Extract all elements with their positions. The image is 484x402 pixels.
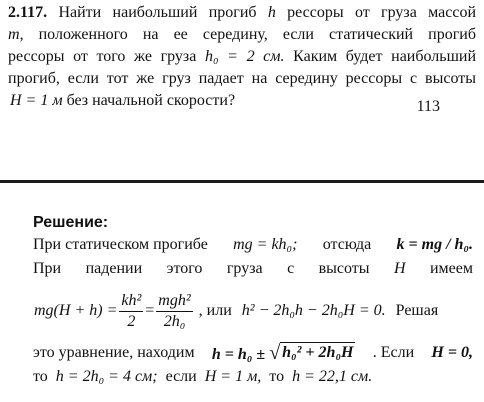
problem-number: 2.117. [8, 4, 48, 21]
problem-line-4: прогиб, если тот же груз падает на середину рессоры с высоты [8, 70, 476, 87]
fraction-1: $\frac{\text{kh²}}{2}$ [121, 291, 142, 330]
problem-line-3: рессоры от того же груза h₀ = 2 см. Каким будет наибольший [8, 48, 477, 65]
solution-line-2: При падении этого груза с высоты H имеем [33, 260, 473, 277]
root-expression: h = h₀ ± √ h₀² + 2h₀H [211, 342, 354, 364]
sqrt-symbol: √ h₀² + 2h₀H [269, 342, 354, 364]
problem-line-5: H = 1 м без начальной скорости? [10, 92, 236, 109]
problem-line-2: m, положенного на ее середину, если статический прогиб [8, 26, 476, 43]
solution-equation: mg(H + h) = $\frac{\text{kh²}}{2}$ = $\frac{\text{mgh²}}{\text{2h₀}}$ , или h² − 2h₀h − 2h₀H = 0. Решая [34, 291, 439, 330]
solution [33, 214, 473, 392]
solution-line-4: это уравнение, находим h = h₀ ± √ h₀² + 2h₀H . Если H = 0, [33, 342, 473, 364]
solution-line-1: При статическом прогибе mg = kh₀; отсюда k = mg / h₀. [33, 236, 473, 253]
fraction-2: $\frac{\text{mgh²}}{\text{2h₀}}$ [158, 291, 191, 330]
solution-line-5: то h = 2h₀ = 4 см; если H = 1 м, то h = 22,1 см. [33, 368, 373, 385]
problem-statement [8, 2, 476, 112]
page-divider [0, 180, 484, 183]
solution-heading: Решение: [33, 214, 109, 231]
page-number: 113 [416, 98, 440, 115]
problem-line-1: 2.117. Найти наибольший прогиб h рессоры от груза массой [8, 4, 476, 21]
